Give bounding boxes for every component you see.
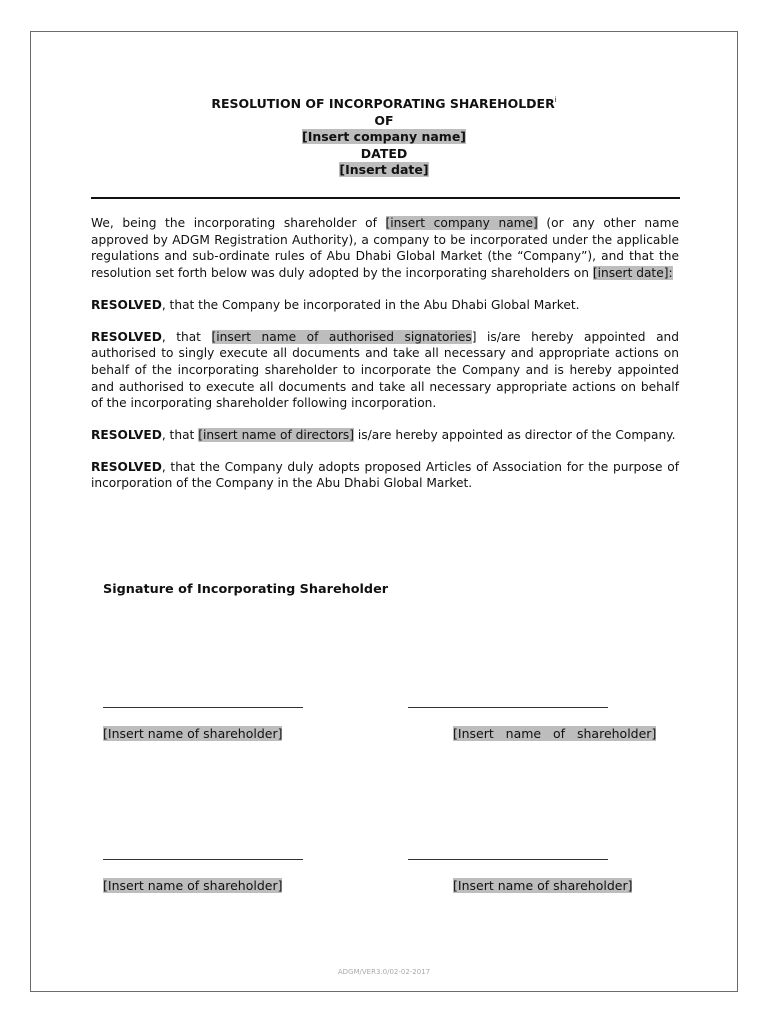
resolved-keyword: RESOLVED <box>91 428 162 443</box>
resolution-1: RESOLVED, that the Company be incorporated in the Abu Dhabi Global Market. <box>91 297 580 312</box>
shareholder-name-1: [Insert name of shareholder] <box>103 726 283 741</box>
resolved-keyword: RESOLVED <box>91 329 162 344</box>
document-body <box>91 215 679 507</box>
resolved-keyword: RESOLVED <box>91 459 162 474</box>
document-page <box>30 31 738 992</box>
shareholder-name-2: [Insert name of shareholder] <box>453 726 657 741</box>
company-placeholder: [insert company name] <box>385 216 538 230</box>
date-placeholder-inline: [insert date]: <box>592 266 673 281</box>
resolved-keyword: RESOLVED <box>91 297 162 312</box>
signature-title: Signature of Incorporating Shareholder <box>103 582 389 597</box>
header-divider <box>91 197 680 199</box>
resolution-2: RESOLVED, that [insert name of authorised signatories] is/are hereby appointed and authorised to singly execute all documents and take all necessary and appropriate actions on behalf of the incorporating shareholder to incorporate the Company and is hereby appointed and authorised to execute all documents and take all necessary appropriate actions on behalf of the incorporating shareholder following incorporation. <box>91 329 680 411</box>
shareholder-name-4: [Insert name of shareholder] <box>453 878 633 893</box>
footnote-mark: i <box>554 96 557 104</box>
of-line: OF <box>374 112 394 128</box>
dated-line: DATED <box>360 145 408 161</box>
date-placeholder: [Insert date] <box>339 162 429 177</box>
document-title: RESOLUTION OF INCORPORATING SHAREHOLDER <box>211 96 555 111</box>
shareholder-name-3: [Insert name of shareholder] <box>103 878 283 893</box>
directors-placeholder: [insert name of directors] <box>198 428 355 443</box>
signature-line <box>103 859 303 860</box>
intro-paragraph: We, being the incorporating shareholder of [insert company name] (or any other name approved by ADGM Registration Authority), a company to be incorporated under the applicable regulations and sub-ordinate rules of Abu Dhabi Global Market (the “Company”), and that the resolution set forth below was duly adopted by the incorporating shareholders on [insert date]: <box>91 216 679 281</box>
version-footer: ADGM/VER3.0/02-02-2017 <box>337 968 431 976</box>
signature-line <box>103 707 303 708</box>
company-name-placeholder: [Insert company name] <box>301 129 467 144</box>
document-header <box>31 96 737 179</box>
resolution-3: RESOLVED, that [insert name of directors] is/are hereby appointed as director of the Company. <box>91 428 676 443</box>
title-line <box>31 96 737 113</box>
signature-line <box>408 859 608 860</box>
signatories-placeholder: [insert name of authorised signatories <box>211 329 472 344</box>
resolution-4: RESOLVED, that the Company duly adopts proposed Articles of Association for the purpose of incorporation of the Company in the Abu Dhabi Global Market. <box>91 459 679 491</box>
signature-line <box>408 707 608 708</box>
